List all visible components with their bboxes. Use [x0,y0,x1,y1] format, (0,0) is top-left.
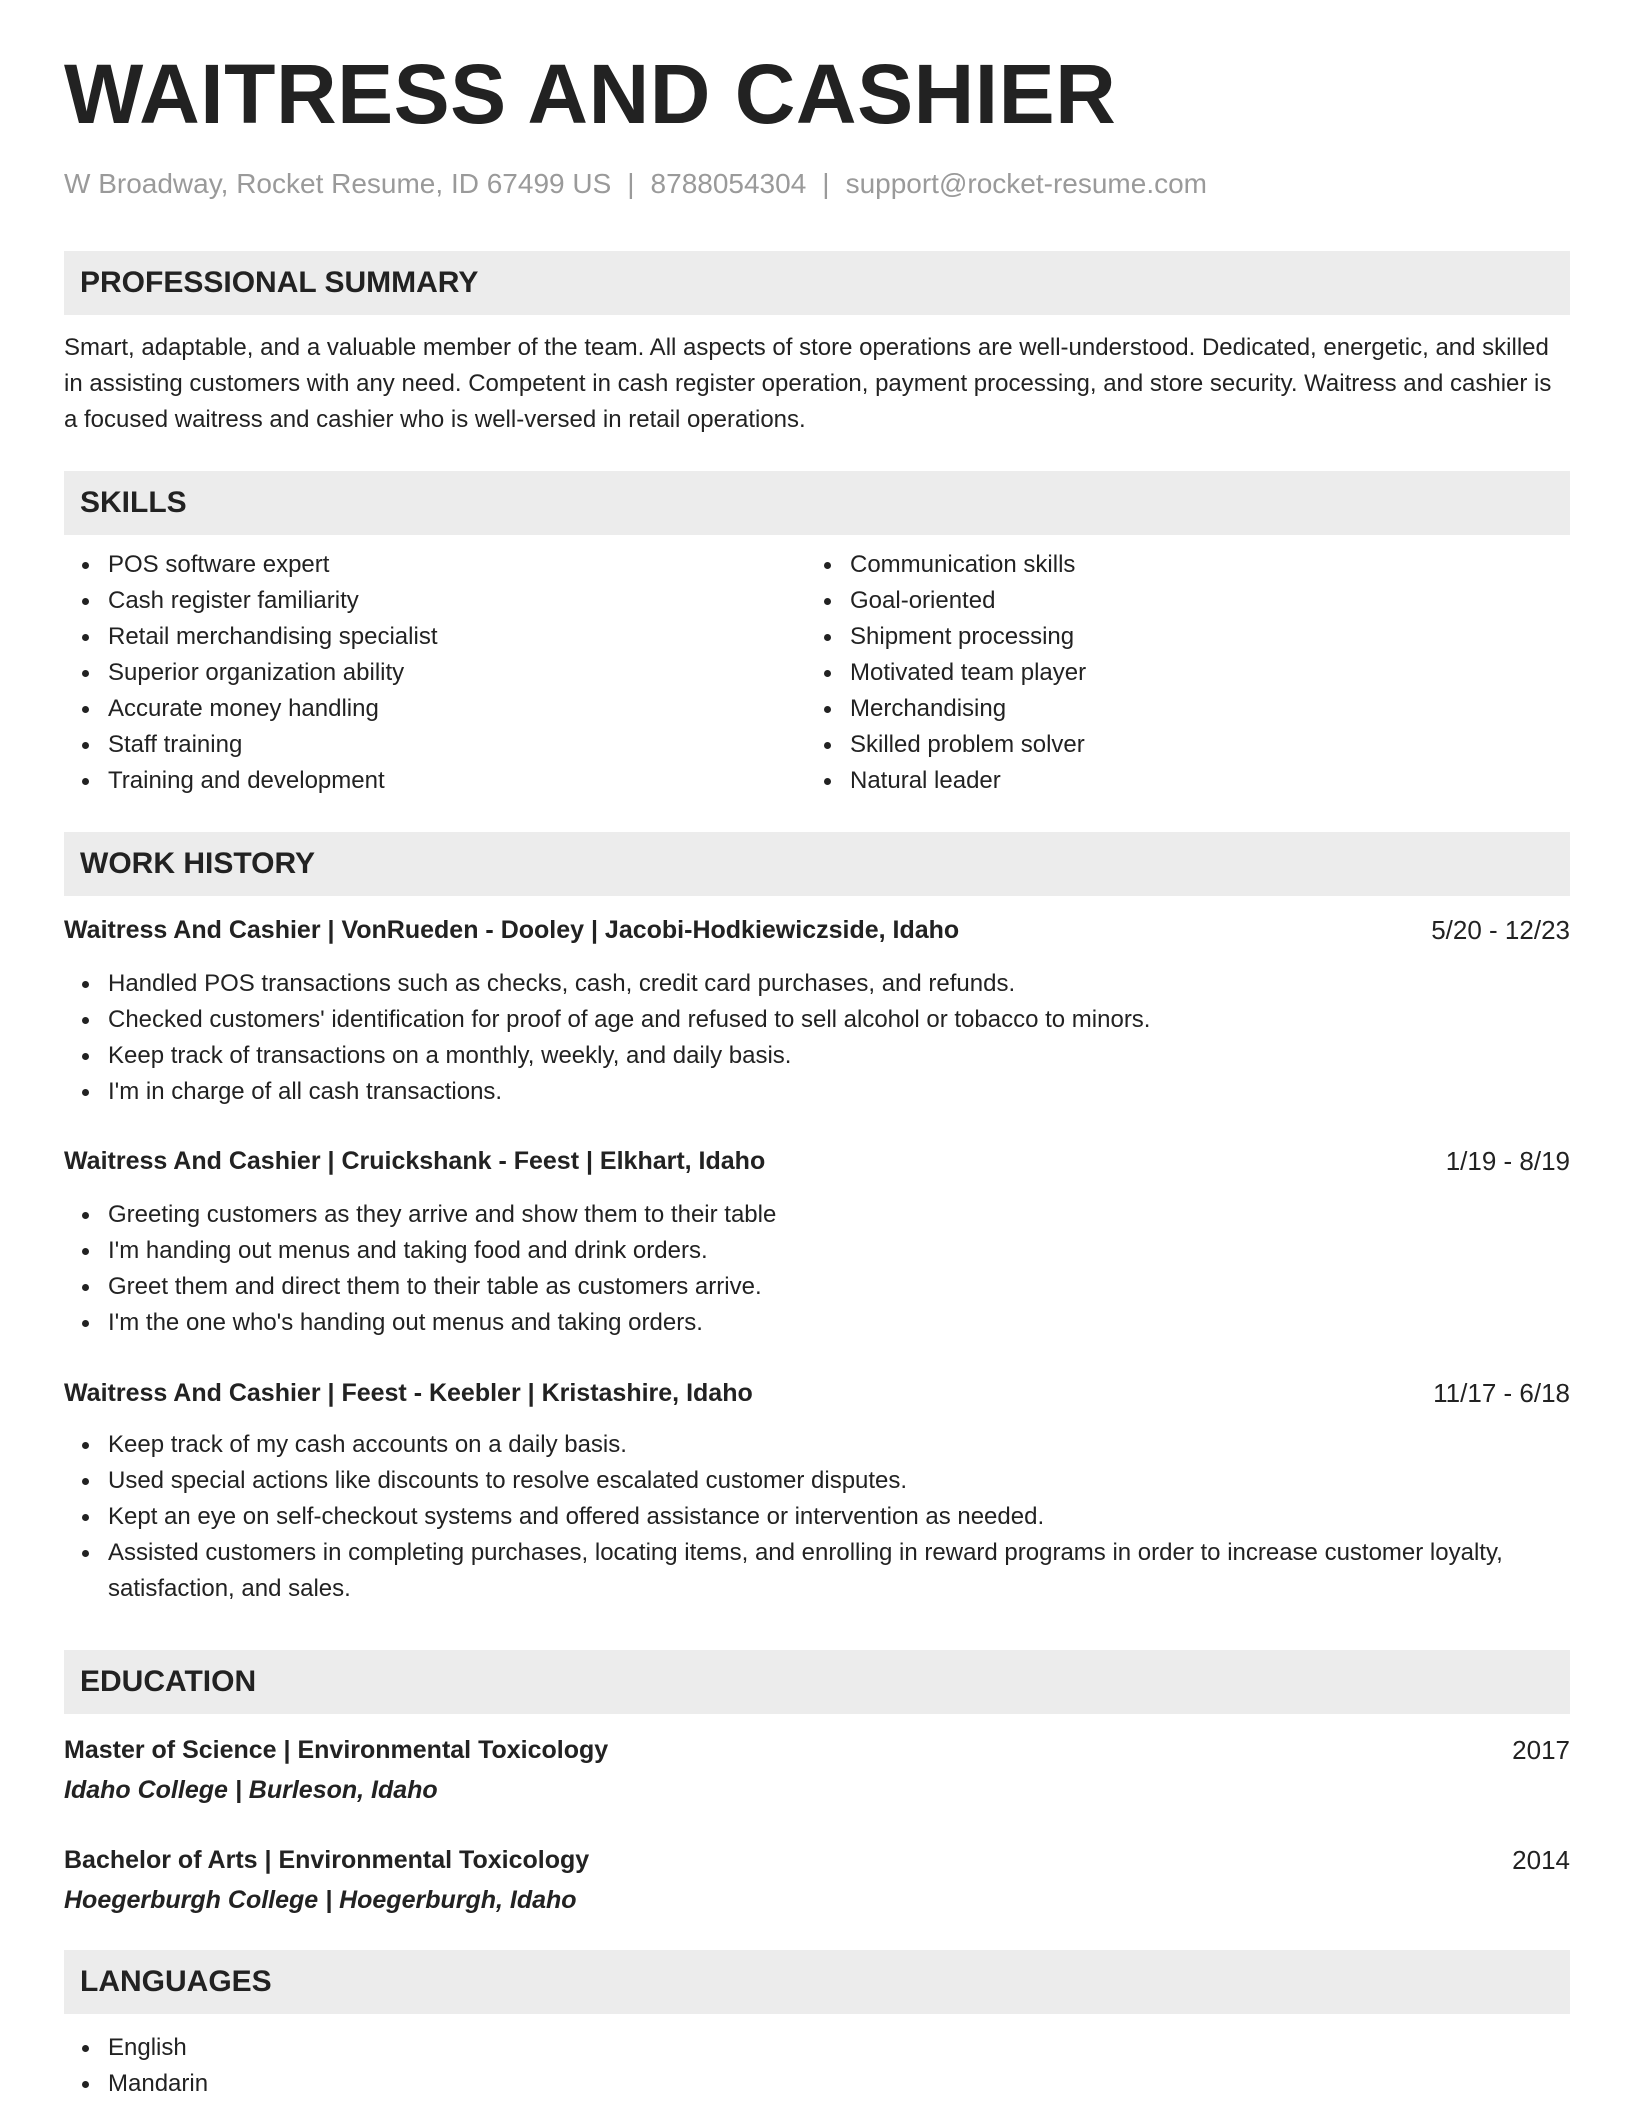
job-bullets [64,966,1570,1110]
section-heading-work-history: WORK HISTORY [64,832,1570,896]
skill-item: Staff training [108,727,808,763]
education-school: Hoegerburgh College | Hoegerburgh, Idaho [64,1886,577,1914]
job-bullets [64,1197,1570,1341]
education-school: Idaho College | Burleson, Idaho [64,1776,438,1804]
education-year: 2017 [1512,1735,1570,1765]
job-bullets [64,1427,1570,1607]
candidate-name: WAITRESS AND CASHIER [64,47,1117,141]
job-dates: 5/20 - 12/23 [1431,915,1570,945]
education-degree: Master of Science | Environmental Toxicology [64,1736,609,1764]
job-bullet: Keep track of transactions on a monthly, weekly, and daily basis. [108,1038,1570,1074]
skill-item: Superior organization ability [108,655,808,691]
job-heading [64,1375,1570,1411]
skill-item: Natural leader [850,763,1550,799]
education-heading [64,1842,1570,1878]
contact-phone[interactable]: 8788054304 [650,168,807,199]
education-year: 2014 [1512,1845,1570,1875]
section-heading-education: EDUCATION [64,1650,1570,1714]
job-bullet: Kept an eye on self-checkout systems and offered assistance or intervention as needed. [108,1499,1570,1535]
skills-list-left [64,547,808,799]
job-title: Waitress And Cashier | Feest - Keebler | Kristashire, Idaho [64,1379,753,1407]
job-bullet: Keep track of my cash accounts on a daily basis. [108,1427,1570,1463]
job-bullet: Greeting customers as they arrive and show them to their table [108,1197,1570,1233]
contact-separator: | [627,168,635,199]
education-heading [64,1732,1570,1768]
languages-list [64,2030,808,2102]
skill-item: Goal-oriented [850,583,1550,619]
skill-item: Merchandising [850,691,1550,727]
job-bullet: I'm the one who's handing out menus and taking orders. [108,1305,1570,1341]
job-heading [64,1143,1570,1179]
contact-email[interactable]: support@rocket-resume.com [845,168,1207,199]
job-heading [64,912,1570,948]
skill-item: Cash register familiarity [108,583,808,619]
contact-line [64,168,1207,200]
skill-item: Communication skills [850,547,1550,583]
skill-item: POS software expert [108,547,808,583]
section-heading-languages: LANGUAGES [64,1950,1570,2014]
contact-separator: | [822,168,830,199]
job-bullet: I'm handing out menus and taking food and drink orders. [108,1233,1570,1269]
job-dates: 11/17 - 6/18 [1433,1378,1570,1408]
skill-item: Retail merchandising specialist [108,619,808,655]
job-dates: 1/19 - 8/19 [1445,1146,1570,1176]
job-bullet: Handled POS transactions such as checks, cash, credit card purchases, and refunds. [108,966,1570,1002]
job-bullet: Greet them and direct them to their table as customers arrive. [108,1269,1570,1305]
section-heading-skills: SKILLS [64,471,1570,535]
language-item: English [108,2030,808,2066]
language-item: Mandarin [108,2066,808,2102]
skill-item: Training and development [108,763,808,799]
skill-item: Shipment processing [850,619,1550,655]
job-title: Waitress And Cashier | Cruickshank - Feest | Elkhart, Idaho [64,1147,766,1175]
job-title: Waitress And Cashier | VonRueden - Dooley | Jacobi-Hodkiewiczside, Idaho [64,916,960,944]
contact-address: W Broadway, Rocket Resume, ID 67499 US [64,168,612,199]
skills-list-right [806,547,1550,799]
education-degree: Bachelor of Arts | Environmental Toxicology [64,1846,590,1874]
job-bullet: Used special actions like discounts to resolve escalated customer disputes. [108,1463,1570,1499]
job-bullet: Assisted customers in completing purchases, locating items, and enrolling in reward programs in order to increase customer loyalty, satisfaction, and sales. [108,1535,1570,1607]
skill-item: Accurate money handling [108,691,808,727]
job-bullet: I'm in charge of all cash transactions. [108,1074,1570,1110]
job-bullet: Checked customers' identification for proof of age and refused to sell alcohol or tobacco to minors. [108,1002,1570,1038]
skill-item: Skilled problem solver [850,727,1550,763]
section-heading-summary: PROFESSIONAL SUMMARY [64,251,1570,315]
summary-text: Smart, adaptable, and a valuable member of the team. All aspects of store operations are well-understood. Dedicated, energetic, and skilled in assisting customers with any need. Competent in cash register operation, payment processing, and store security. Waitress and cashier is a focused waitress and cashier who is well-versed in retail operations. [64,334,1552,433]
skill-item: Motivated team player [850,655,1550,691]
